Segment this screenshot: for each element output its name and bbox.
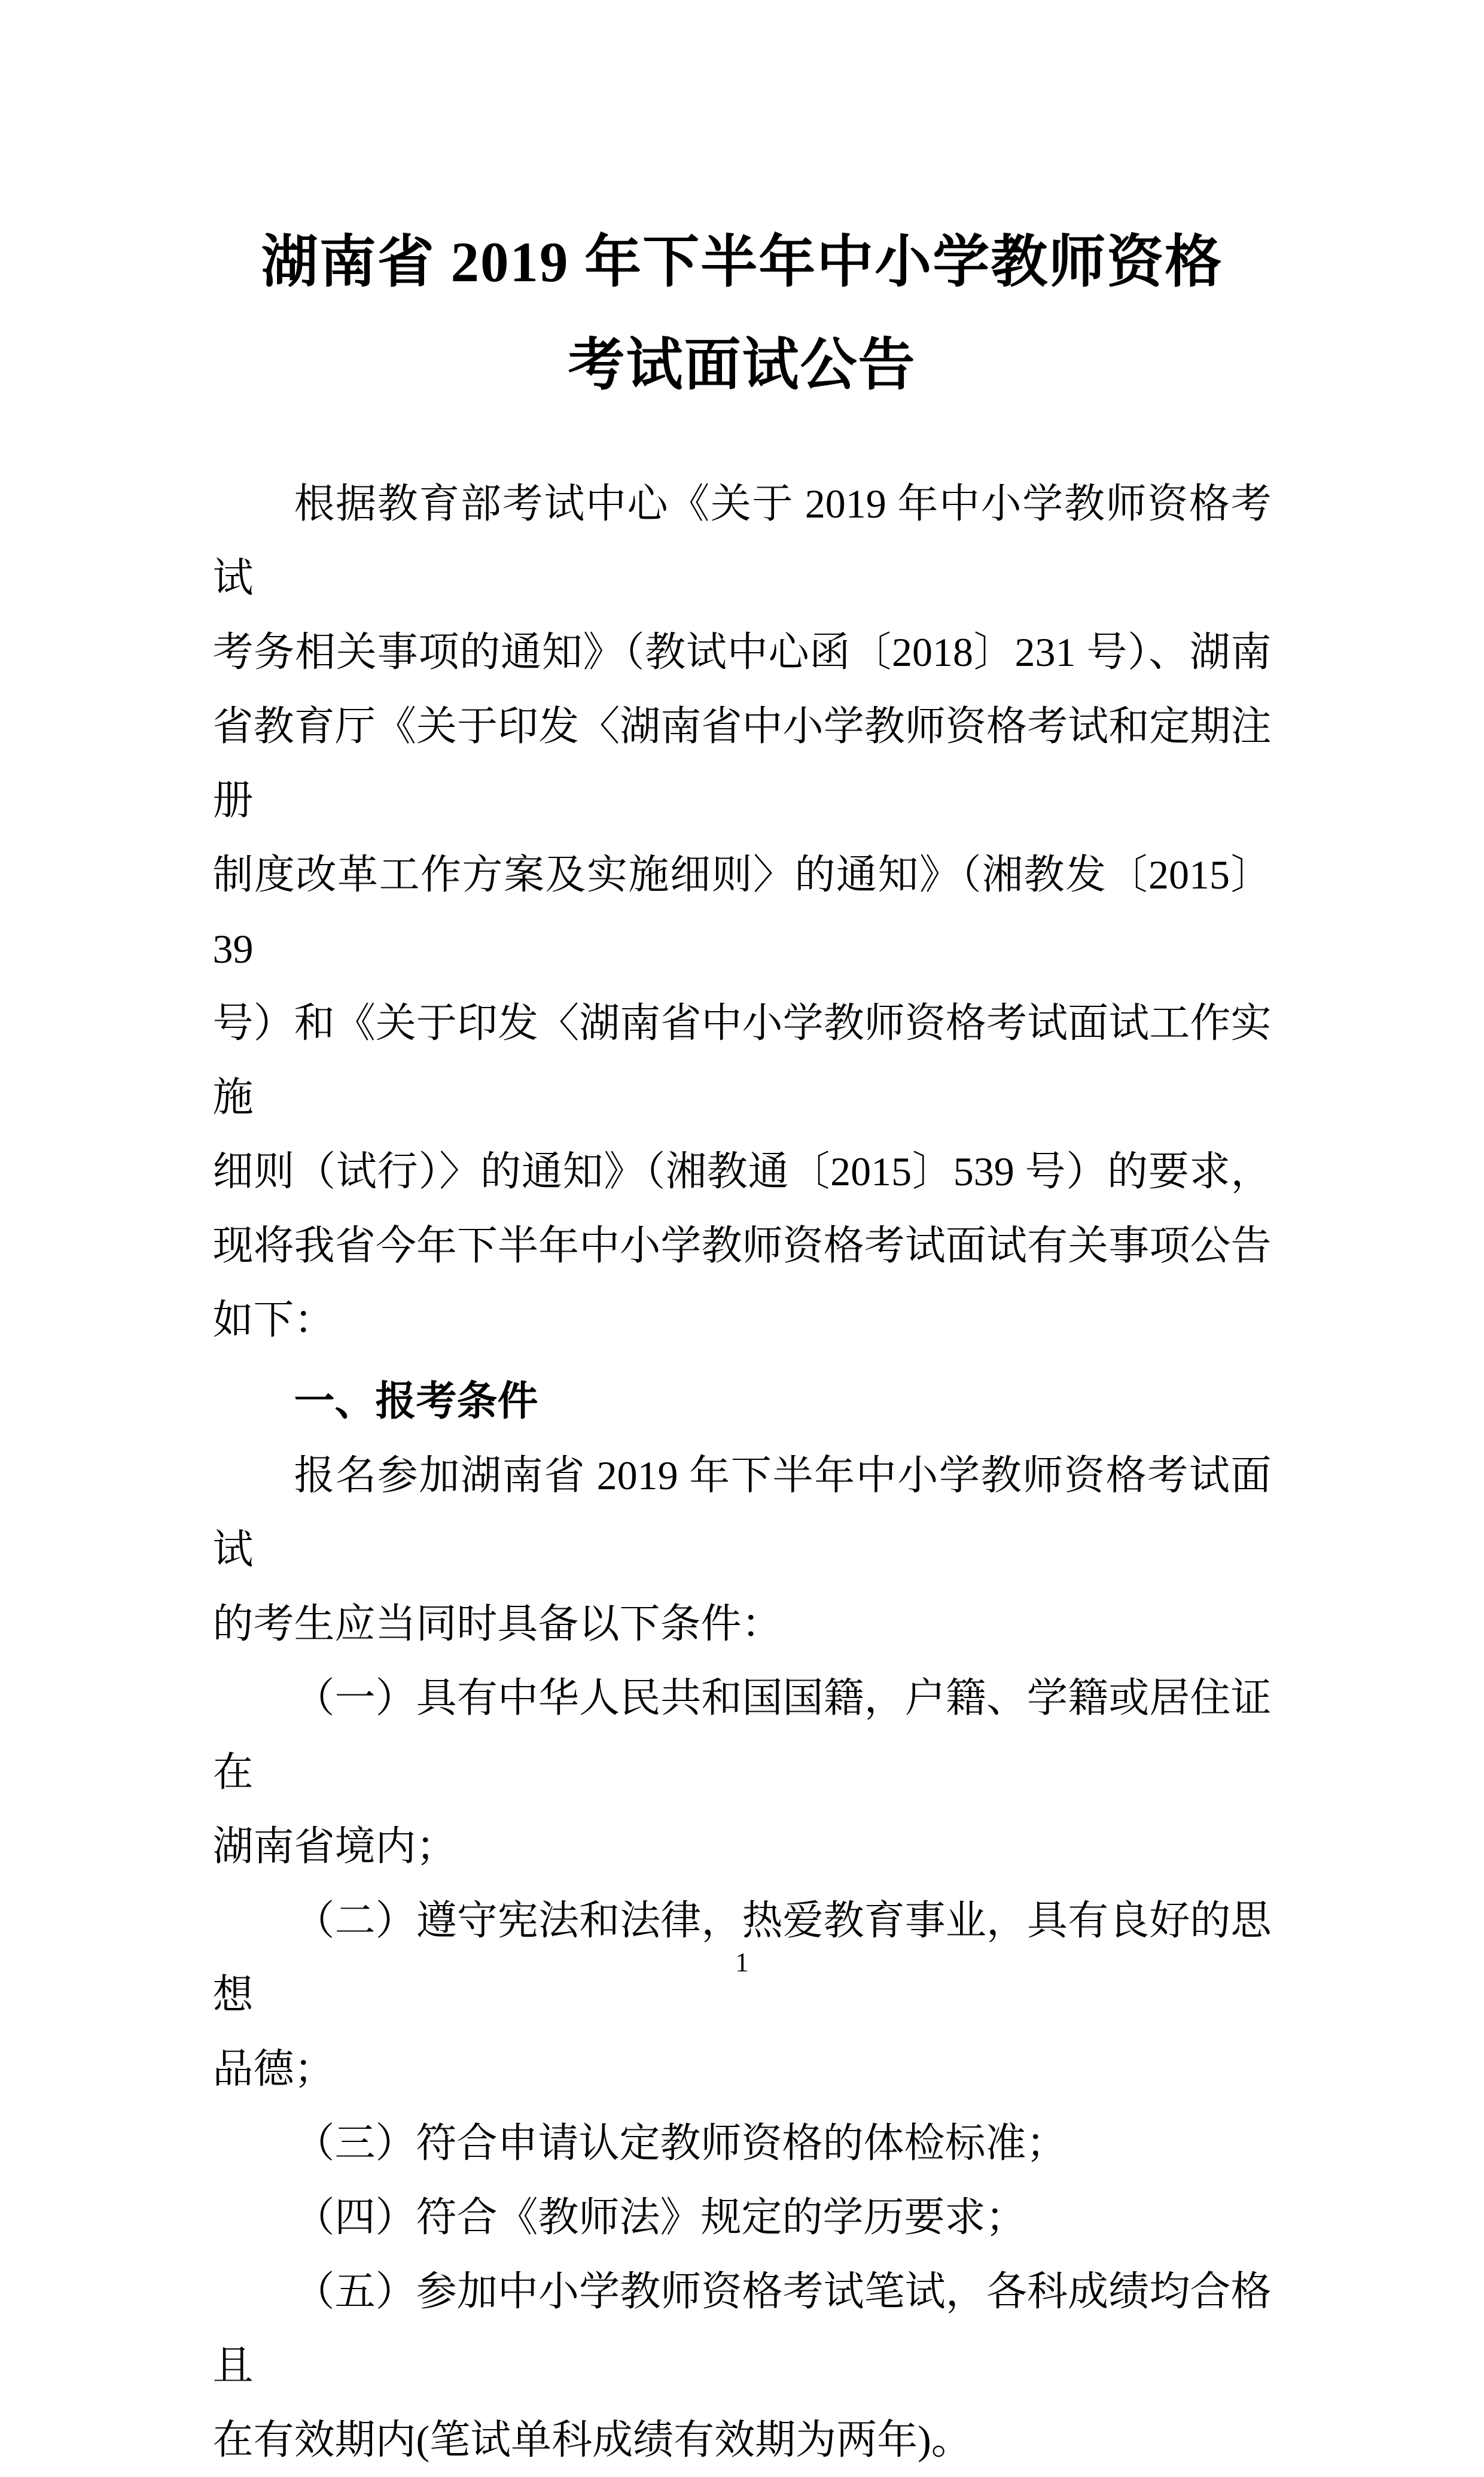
body-line: 号）和《关于印发〈湖南省中小学教师资格考试面试工作实施 [212,1000,1272,1120]
body-line: 现将我省今年下半年中小学教师资格考试面试有关事项公告 [212,1223,1272,1268]
document-title [0,0,1484,416]
body-line: （五）参加中小学教师资格考试笔试，各科成绩均合格且 [212,2269,1272,2388]
body-line: 考务相关事项的通知》（教试中心函〔2018〕231 号）、湖南 [212,629,1272,675]
body-line: （四）符合《教师法》规定的学历要求； [294,2195,1026,2240]
body-line: 报名参加湖南省 2019 年下半年中小学教师资格考试面试 [212,1453,1272,1572]
body-line: （三）符合申请认定教师资格的体检标准； [294,2120,1067,2166]
body-line: （一）具有中华人民共和国国籍，户籍、学籍或居住证在 [212,1675,1272,1795]
body-line: 制度改革工作方案及实施细则〉的通知》（湘教发〔2015〕39 [212,852,1272,972]
body-line: 品德； [212,2046,335,2092]
body-line: 在有效期内(笔试单科成绩有效期为两年)。 [212,2417,972,2463]
page-number: 1 [735,1947,749,1977]
body-line: 如下： [212,1297,335,1343]
body-line: 省教育厅《关于印发〈湖南省中小学教师资格考试和定期注册 [212,704,1272,823]
body-line: 细则（试行）〉的通知》（湘教通〔2015〕539 号）的要求， [212,1149,1272,1194]
body-line: （二）遵守宪法和法律，热爱教育事业，具有良好的思想 [212,1898,1272,2017]
body-line: 湖南省境内； [212,1824,457,1869]
document-title-line-2: 考试面试公告 [568,333,916,397]
document-body [213,467,1272,2477]
body-line: 的考生应当同时具备以下条件： [212,1601,782,1647]
body-line: 根据教育部考试中心《关于 2019 年中小学教师资格考试 [212,481,1272,601]
document-title-line-1: 湖南省 2019 年下半年中小学教师资格 [261,230,1223,294]
section-heading-requirements: 一、报考条件 [294,1379,538,1424]
